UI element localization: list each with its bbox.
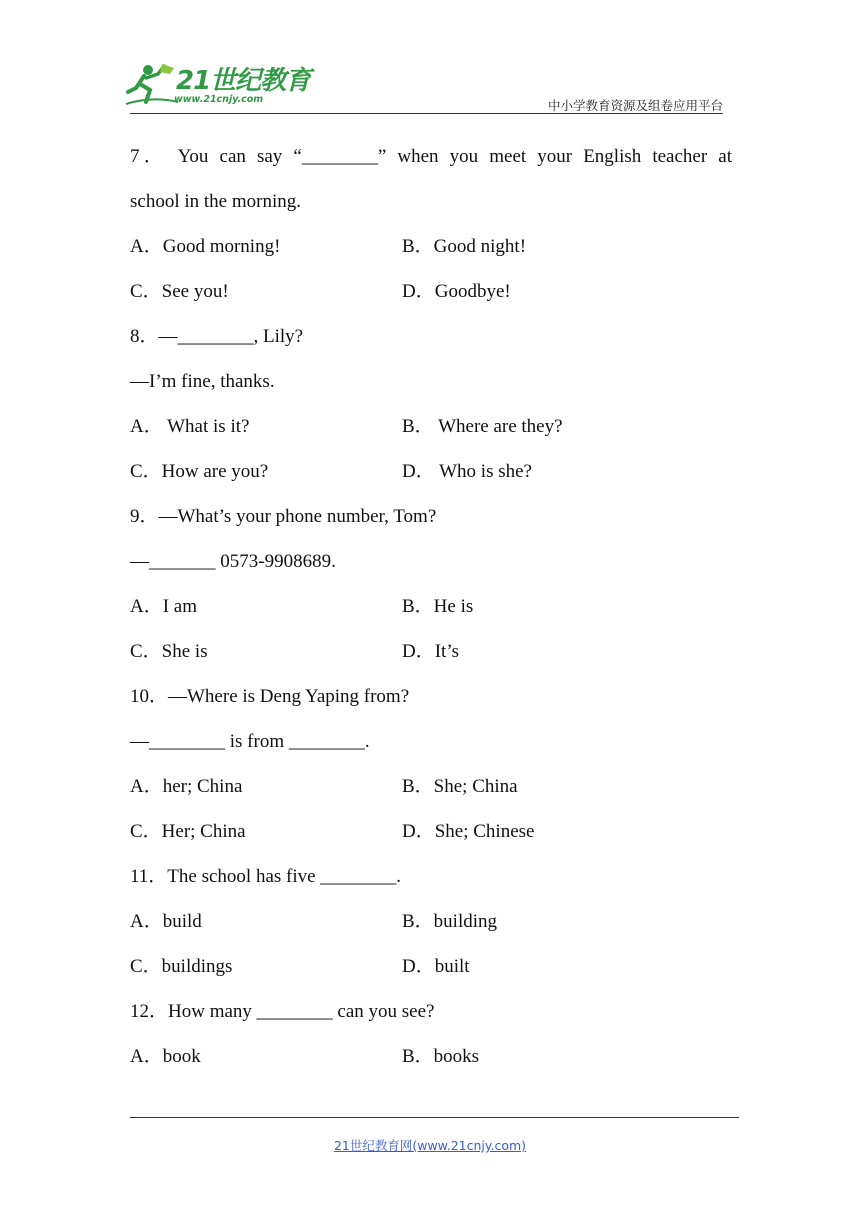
question-7-option-a[interactable]: A．Good morning! (130, 236, 281, 257)
question-10-option-a[interactable]: A．her; China (130, 776, 243, 797)
question-8-option-b[interactable]: B． Where are they? (402, 416, 563, 437)
footer-divider (130, 1117, 739, 1118)
question-8-option-d[interactable]: D． Who is she? (402, 461, 532, 482)
question-7-option-b[interactable]: B．Good night! (402, 236, 527, 257)
question-12-option-b[interactable]: B．books (402, 1046, 480, 1067)
footer-link[interactable]: 21世纪教育网(www.21cnjy.com) (333, 1138, 527, 1153)
question-7-stem-cont: school in the morning. (130, 191, 301, 212)
runner-logo-icon (124, 62, 180, 108)
page-footer (0, 1136, 860, 1154)
header-divider (130, 113, 723, 114)
question-9-stem: 9．—What’s your phone number, Tom? (130, 506, 437, 527)
question-11-option-c[interactable]: C．buildings (130, 956, 233, 977)
question-12-option-a[interactable]: A．book (130, 1046, 201, 1067)
question-9-option-d[interactable]: D．It’s (402, 641, 460, 662)
question-7-option-d[interactable]: D．Goodbye! (402, 281, 511, 302)
question-9-option-c[interactable]: C．She is (130, 641, 208, 662)
question-8-stem: 8．—________, Lily? (130, 326, 304, 347)
question-12-stem: 12．How many ________ can you see? (130, 1001, 435, 1022)
question-9-option-b[interactable]: B．He is (402, 596, 474, 617)
page-header (0, 0, 860, 120)
question-11-option-a[interactable]: A．build (130, 911, 202, 932)
question-11-stem: 11．The school has five ________. (130, 866, 402, 887)
question-11-option-b[interactable]: B．building (402, 911, 498, 932)
question-11-option-d[interactable]: D．built (402, 956, 470, 977)
question-7-stem: 7． You can say “________” when you meet your English teacher at (130, 146, 732, 167)
question-8-option-a[interactable]: A． What is it? (130, 416, 250, 437)
question-9-option-a[interactable]: A．I am (130, 596, 198, 617)
site-logo[interactable] (124, 62, 311, 108)
logo-text: 21世纪教育 (176, 66, 311, 96)
question-10-option-b[interactable]: B．She; China (402, 776, 518, 797)
header-platform-text: 中小学教育资源及组卷应用平台 (547, 98, 723, 113)
question-10-option-c[interactable]: C．Her; China (130, 821, 246, 842)
question-10-stem: 10．—Where is Deng Yaping from? (130, 686, 410, 707)
question-8-reply: —I’m fine, thanks. (130, 371, 275, 392)
question-10-reply: —________ is from ________. (130, 731, 370, 752)
question-7-option-c[interactable]: C．See you! (130, 281, 229, 302)
logo-url: www.21cnjy.com (174, 94, 264, 105)
question-9-reply: —_______ 0573-9908689. (130, 551, 336, 572)
question-8-option-c[interactable]: C．How are you? (130, 461, 269, 482)
question-10-option-d[interactable]: D．She; Chinese (402, 821, 535, 842)
